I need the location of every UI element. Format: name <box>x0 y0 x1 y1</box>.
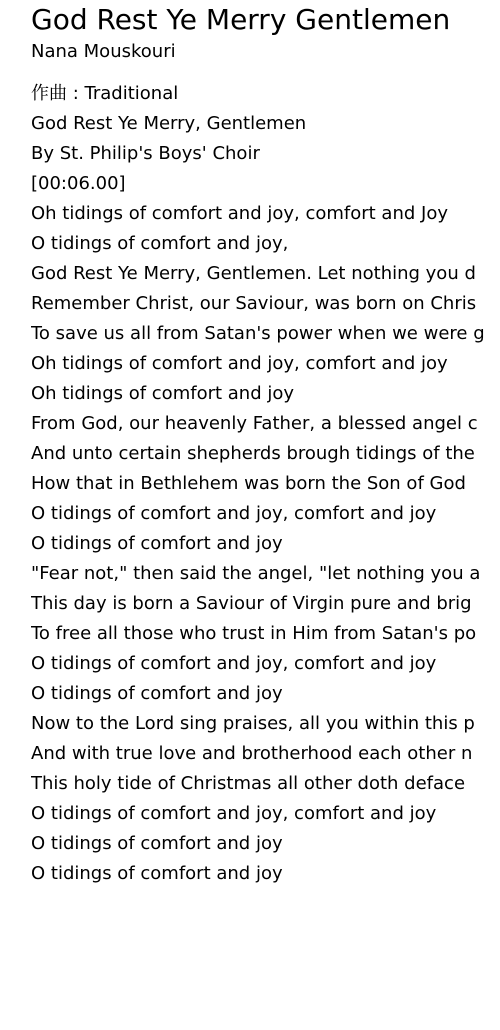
lyric-line: O tidings of comfort and joy <box>31 833 283 854</box>
lyric-line: By St. Philip's Boys' Choir <box>31 143 260 164</box>
lyric-line: [00:06.00] <box>31 173 126 194</box>
song-title: God Rest Ye Merry Gentlemen <box>31 3 451 36</box>
lyric-line: O tidings of comfort and joy <box>31 683 283 704</box>
lyric-line: 作曲 : Traditional <box>31 83 179 104</box>
artist-name: Nana Mouskouri <box>31 41 176 62</box>
lyric-line: God Rest Ye Merry, Gentlemen <box>31 113 307 134</box>
lyric-line: Remember Christ, our Saviour, was born on Chris <box>31 293 477 314</box>
lyric-line: Oh tidings of comfort and joy, comfort and Joy <box>31 203 448 224</box>
lyric-line: Oh tidings of comfort and joy, comfort and joy <box>31 353 448 374</box>
lyric-line: And unto certain shepherds brough tidings of the <box>31 443 475 464</box>
lyric-line: This holy tide of Christmas all other doth deface <box>31 773 466 794</box>
lyric-line: God Rest Ye Merry, Gentlemen. Let nothing you d <box>31 263 476 284</box>
lyrics-page <box>31 0 500 1030</box>
lyrics-list <box>31 79 485 889</box>
lyric-line: From God, our heavenly Father, a blessed angel c <box>31 413 478 434</box>
lyric-line: "Fear not," then said the angel, "let nothing you a <box>31 563 481 584</box>
lyric-line: O tidings of comfort and joy, comfort and joy <box>31 803 437 824</box>
lyric-line: O tidings of comfort and joy, comfort and joy <box>31 503 437 524</box>
lyric-line: O tidings of comfort and joy, <box>31 233 289 254</box>
lyric-line: Oh tidings of comfort and joy <box>31 383 295 404</box>
lyric-line: This day is born a Saviour of Virgin pure and brig <box>31 593 472 614</box>
lyric-line: Now to the Lord sing praises, all you within this p <box>31 713 475 734</box>
lyric-line: How that in Bethlehem was born the Son of God <box>31 473 466 494</box>
lyric-line: O tidings of comfort and joy, comfort and joy <box>31 653 437 674</box>
lyric-line: O tidings of comfort and joy <box>31 533 283 554</box>
lyric-line: To save us all from Satan's power when we were g <box>31 323 485 344</box>
lyric-line: And with true love and brotherhood each other n <box>31 743 473 764</box>
lyric-line: To free all those who trust in Him from Satan's po <box>31 623 477 644</box>
lyric-line: O tidings of comfort and joy <box>31 863 283 884</box>
